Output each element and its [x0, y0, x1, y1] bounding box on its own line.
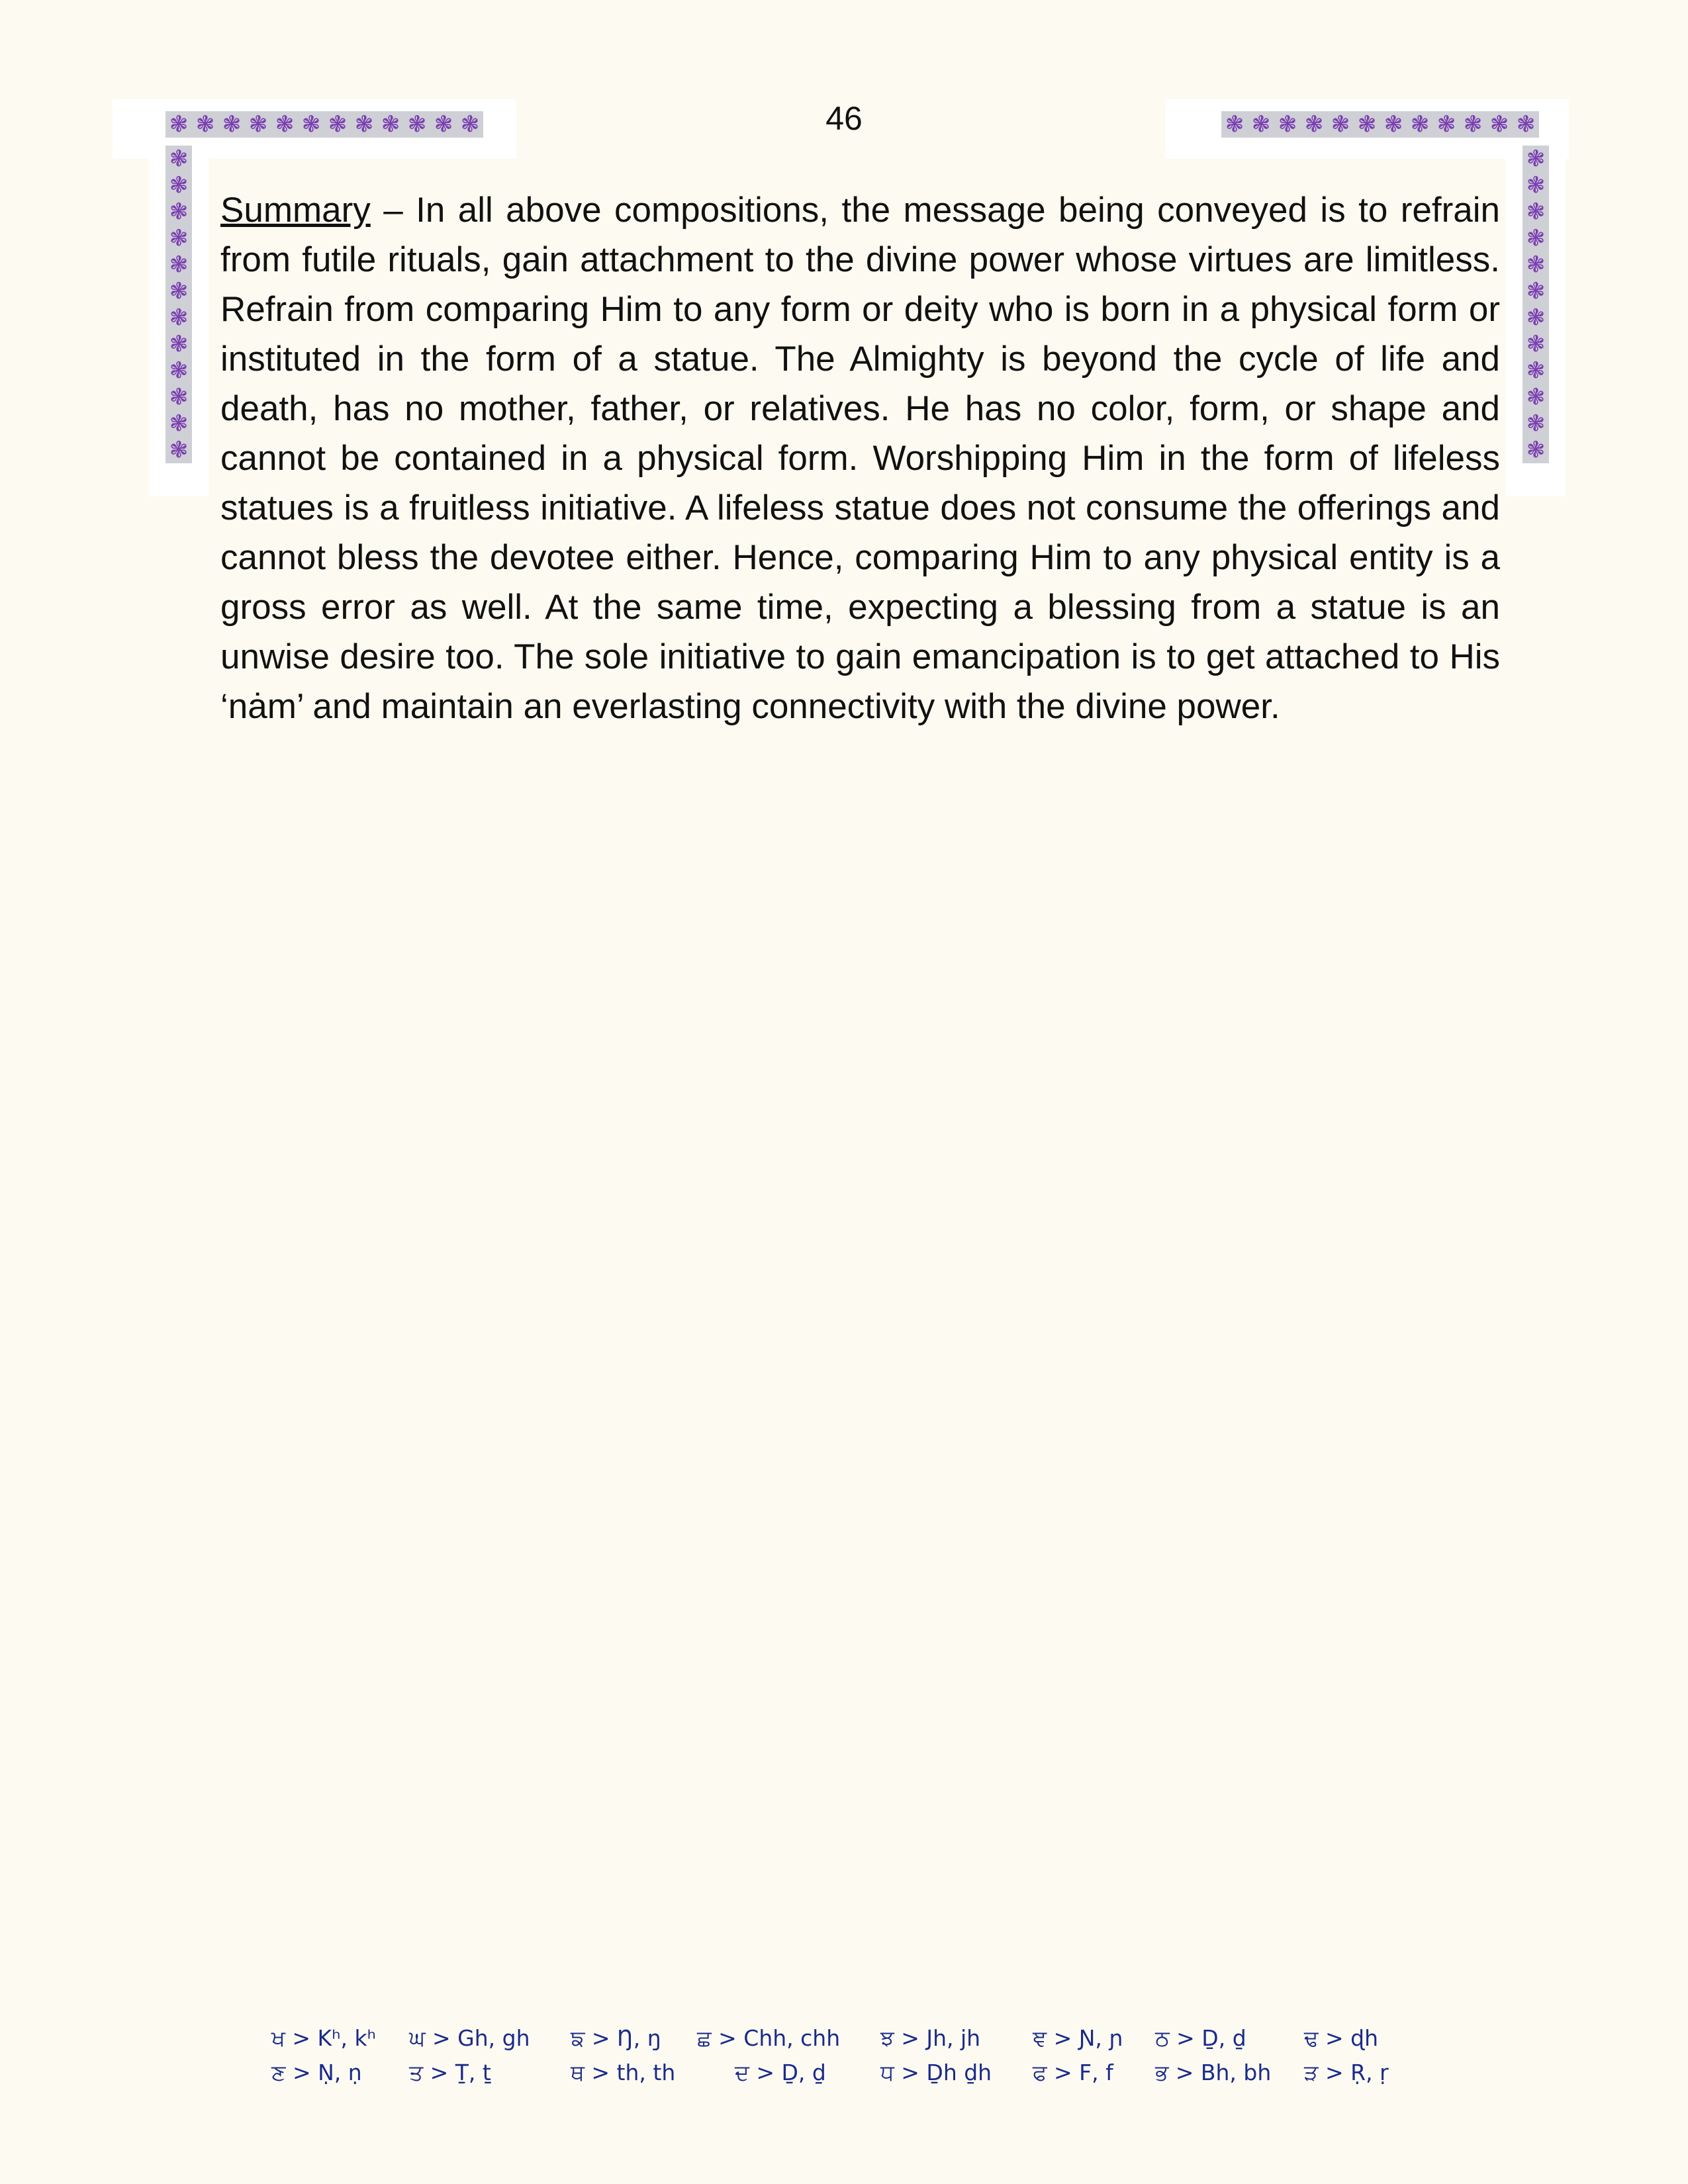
flower-ornament-icon: ❃ — [377, 111, 404, 138]
legend-item: ਭ > Bh, bh — [1155, 2060, 1272, 2085]
flower-ornament-icon: ❃ — [1433, 111, 1460, 138]
legend-item: ਢ > ɖh — [1304, 2025, 1379, 2051]
legend-item: ਠ > Ḏ, ḏ — [1155, 2025, 1246, 2051]
legend-item: ਤ > Ṯ, ṯ — [409, 2060, 491, 2085]
flower-ornament-icon: ❃ — [1513, 111, 1539, 138]
flower-ornament-icon: ❃ — [324, 111, 351, 138]
flower-ornament-icon: ❃ — [1221, 111, 1248, 138]
flower-ornament-icon: ❃ — [1523, 384, 1549, 410]
flower-ornament-icon: ❃ — [1407, 111, 1433, 138]
flower-ornament-icon: ❃ — [1327, 111, 1354, 138]
flower-ornament-icon: ❃ — [1523, 146, 1549, 172]
legend-row — [271, 2025, 1463, 2060]
legend-item: ੜ > Ṛ, ṛ — [1304, 2060, 1389, 2085]
flower-ornament-icon: ❃ — [1301, 111, 1327, 138]
ornament-border-left — [165, 146, 192, 463]
flower-ornament-icon: ❃ — [192, 111, 218, 138]
ornament-border-top-left — [165, 111, 483, 138]
flower-ornament-icon: ❃ — [1523, 437, 1549, 463]
flower-ornament-icon: ❃ — [165, 437, 192, 463]
page-number: 46 — [825, 100, 863, 137]
flower-ornament-icon: ❃ — [165, 199, 192, 225]
legend-item: ਥ > th, th — [571, 2060, 676, 2085]
flower-ornament-icon: ❃ — [1523, 199, 1549, 225]
flower-ornament-icon: ❃ — [165, 111, 192, 138]
flower-ornament-icon: ❃ — [1523, 278, 1549, 304]
flower-ornament-icon: ❃ — [165, 146, 192, 172]
flower-ornament-icon: ❃ — [165, 225, 192, 251]
flower-ornament-icon: ❃ — [430, 111, 457, 138]
flower-ornament-icon: ❃ — [1523, 225, 1549, 251]
legend-item: ਣ > Ṇ, ṇ — [271, 2060, 362, 2085]
flower-ornament-icon: ❃ — [165, 331, 192, 357]
legend-item: ਧ > Ḏh ḏh — [880, 2060, 992, 2085]
flower-ornament-icon: ❃ — [1248, 111, 1274, 138]
flower-ornament-icon: ❃ — [245, 111, 271, 138]
flower-ornament-icon: ❃ — [1274, 111, 1301, 138]
flower-ornament-icon: ❃ — [165, 357, 192, 384]
legend-row — [271, 2060, 1463, 2094]
flower-ornament-icon: ❃ — [165, 251, 192, 278]
legend-item: ਝ > Jh, jh — [880, 2025, 981, 2051]
flower-ornament-icon: ❃ — [271, 111, 298, 138]
flower-ornament-icon: ❃ — [165, 172, 192, 199]
flower-ornament-icon: ❃ — [1523, 410, 1549, 437]
flower-ornament-icon: ❃ — [1460, 111, 1486, 138]
summary-text: – In all above compositions, the message being conveyed is to refrain from futile rituals, gain attachment to the divine power whose virtues are limitless. Refrain from comparing Him to any form or deity who is born in a physical form or instituted in the form of a statue. The Almighty is beyond the cycle of life and death, has no mother, father, or relatives. He has no color, form, or shape and cannot be contained in a physical form. Worshipping Him in the form of lifeless statues is a fruitless initiative. A lifeless statue does not consume the offerings and cannot bless the devotee either. Hence, comparing Him to any physical entity is a gross error as well. At the same time, expecting a blessing from a statue is an unwise desire too. The sole initiative to gain emancipation is to get attached to His ‘nȧm’ and maintain an everlasting connectivity with the divine power. — [220, 191, 1500, 726]
flower-ornament-icon: ❃ — [165, 384, 192, 410]
flower-ornament-icon: ❃ — [1354, 111, 1380, 138]
legend-item: ਙ > Ŋ, ŋ — [571, 2025, 661, 2051]
legend-item: ਞ > Ɲ, ɲ — [1033, 2025, 1123, 2051]
flower-ornament-icon: ❃ — [165, 278, 192, 304]
flower-ornament-icon: ❃ — [1523, 331, 1549, 357]
flower-ornament-icon: ❃ — [1523, 357, 1549, 384]
flower-ornament-icon: ❃ — [1523, 172, 1549, 199]
flower-ornament-icon: ❃ — [1523, 304, 1549, 331]
flower-ornament-icon: ❃ — [457, 111, 483, 138]
ornament-border-right — [1523, 146, 1549, 463]
flower-ornament-icon: ❃ — [351, 111, 377, 138]
flower-ornament-icon: ❃ — [404, 111, 430, 138]
flower-ornament-icon: ❃ — [165, 410, 192, 437]
summary-paragraph — [220, 185, 1500, 731]
flower-ornament-icon: ❃ — [1380, 111, 1407, 138]
flower-ornament-icon: ❃ — [165, 304, 192, 331]
summary-heading: Summary — [220, 191, 371, 230]
transliteration-legend — [271, 2025, 1463, 2094]
legend-item: ਦ > Ḏ, ḏ — [735, 2060, 826, 2085]
flower-ornament-icon: ❃ — [298, 111, 324, 138]
legend-item: ਛ > Chh, chh — [697, 2025, 841, 2051]
legend-item: ਫ > F, f — [1033, 2060, 1113, 2085]
flower-ornament-icon: ❃ — [1523, 251, 1549, 278]
legend-item: ਖ > Kʰ, kʰ — [271, 2025, 376, 2051]
flower-ornament-icon: ❃ — [1486, 111, 1513, 138]
legend-item: ਘ > Gh, gh — [409, 2025, 530, 2051]
ornament-border-top-right — [1221, 111, 1539, 138]
flower-ornament-icon: ❃ — [218, 111, 245, 138]
